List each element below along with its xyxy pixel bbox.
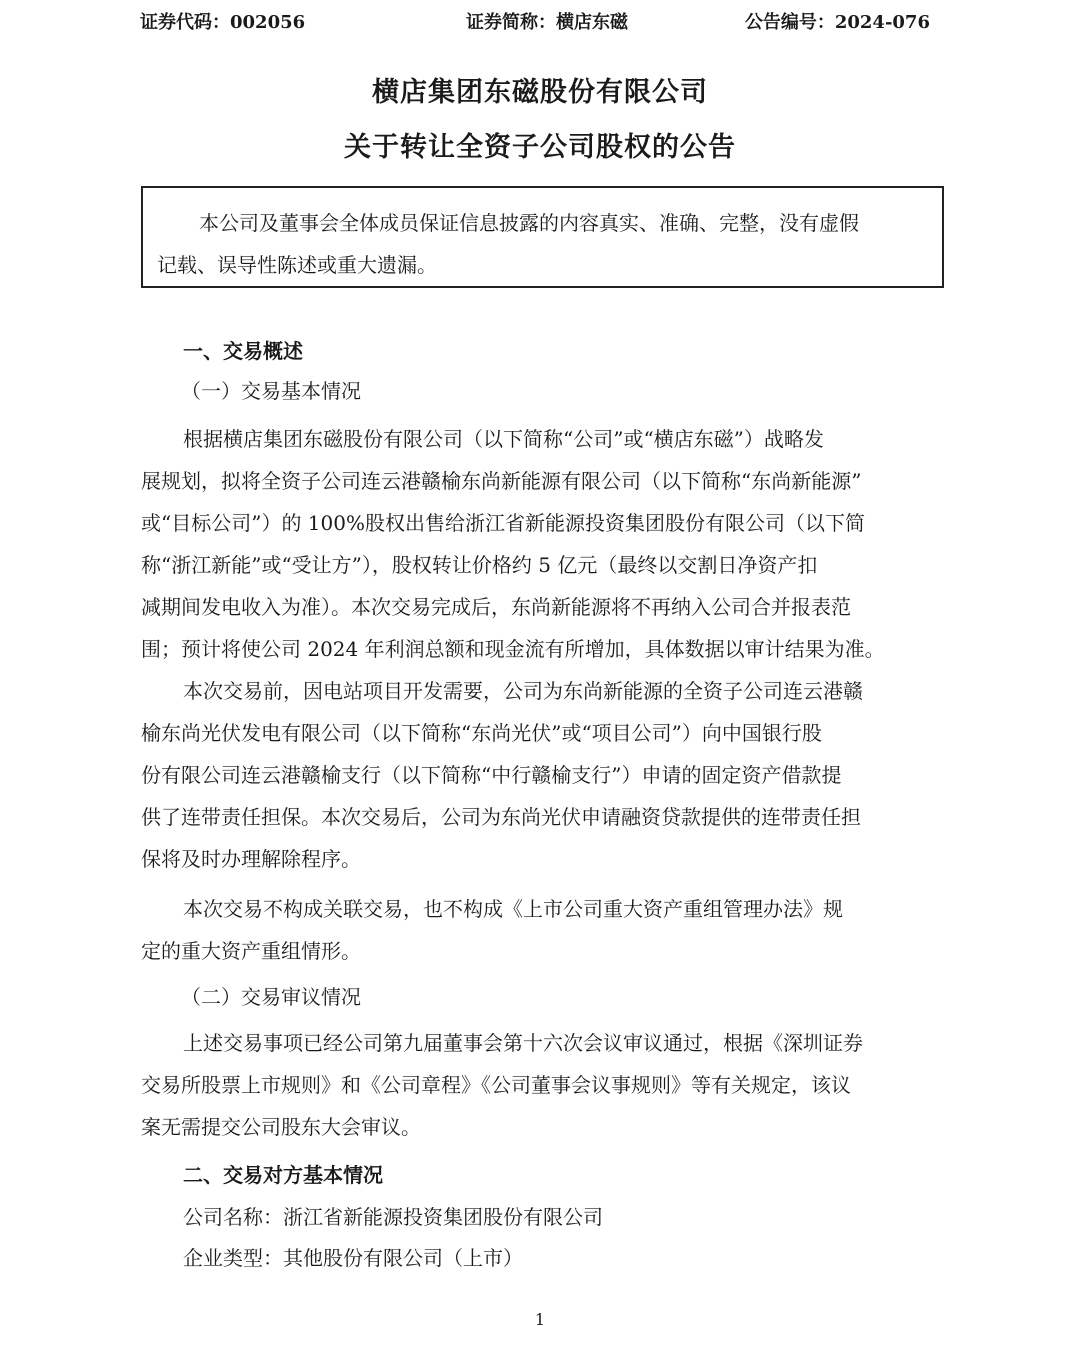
- announcement-number: 公告编号：2024-076: [744, 12, 930, 33]
- paragraph-line: 交易所股票上市规则》和《公司章程》《公司董事会议事规则》等有关规定，该议: [141, 1073, 851, 1097]
- stock-code: 证券代码：002056: [140, 12, 306, 33]
- notice-line: 记载、误导性陈述或重大遗漏。: [157, 253, 437, 277]
- paragraph-line: 称“浙江新能”或“受让方”），股权转让价格约 5 亿元（最终以交割日净资产扣: [141, 553, 818, 577]
- paragraph-line: 围；预计将使公司 2024 年利润总额和现金流有所增加，具体数据以审计结果为准。: [141, 637, 885, 661]
- section-heading: 一、交易概述: [183, 339, 303, 363]
- stock-name: 证券简称：横店东磁: [466, 12, 628, 33]
- subsection-heading: （二）交易审议情况: [181, 985, 361, 1009]
- paragraph-line: 本次交易不构成关联交易，也不构成《上市公司重大资产重组管理办法》规: [183, 897, 843, 921]
- paragraph-line: 份有限公司连云港赣榆支行（以下简称“中行赣榆支行”）申请的固定资产借款提: [141, 763, 842, 787]
- notice-line: 本公司及董事会全体成员保证信息披露的内容真实、准确、完整，没有虚假: [199, 211, 859, 235]
- disclosure-notice-box: [141, 186, 944, 288]
- paragraph-line: 定的重大资产重组情形。: [141, 939, 361, 963]
- paragraph-line: 或“目标公司”）的 100%股权出售给浙江省新能源投资集团股份有限公司（以下简: [141, 511, 865, 535]
- paragraph-line: 保将及时办理解除程序。: [141, 847, 361, 871]
- paragraph-line: 榆东尚光伏发电有限公司（以下简称“东尚光伏”或“项目公司”）向中国银行股: [141, 721, 822, 745]
- paragraph-line: 供了连带责任担保。本次交易后，公司为东尚光伏申请融资贷款提供的连带责任担: [141, 805, 861, 829]
- company-type-field: 企业类型：其他股份有限公司（上市）: [183, 1246, 523, 1270]
- paragraph-line: 展规划，拟将全资子公司连云港赣榆东尚新能源有限公司（以下简称“东尚新能源”: [141, 469, 862, 493]
- paragraph-line: 根据横店集团东磁股份有限公司（以下简称“公司”或“横店东磁”）战略发: [183, 427, 824, 451]
- paragraph-line: 案无需提交公司股东大会审议。: [141, 1115, 421, 1139]
- paragraph-line: 减期间发电收入为准）。本次交易完成后，东尚新能源将不再纳入公司合并报表范: [141, 595, 851, 619]
- company-name-field: 公司名称：浙江省新能源投资集团股份有限公司: [183, 1205, 603, 1229]
- section-heading: 二、交易对方基本情况: [183, 1163, 383, 1187]
- announcement-title: 关于转让全资子公司股权的公告: [344, 132, 736, 163]
- paragraph-line: 本次交易前，因电站项目开发需要，公司为东尚新能源的全资子公司连云港赣: [183, 679, 863, 703]
- company-title: 横店集团东磁股份有限公司: [372, 77, 708, 108]
- page-number: 1: [534, 1310, 546, 1329]
- page-header: [140, 10, 930, 36]
- subsection-heading: （一）交易基本情况: [181, 379, 361, 403]
- paragraph-line: 上述交易事项已经公司第九届董事会第十六次会议审议通过，根据《深圳证券: [183, 1031, 863, 1055]
